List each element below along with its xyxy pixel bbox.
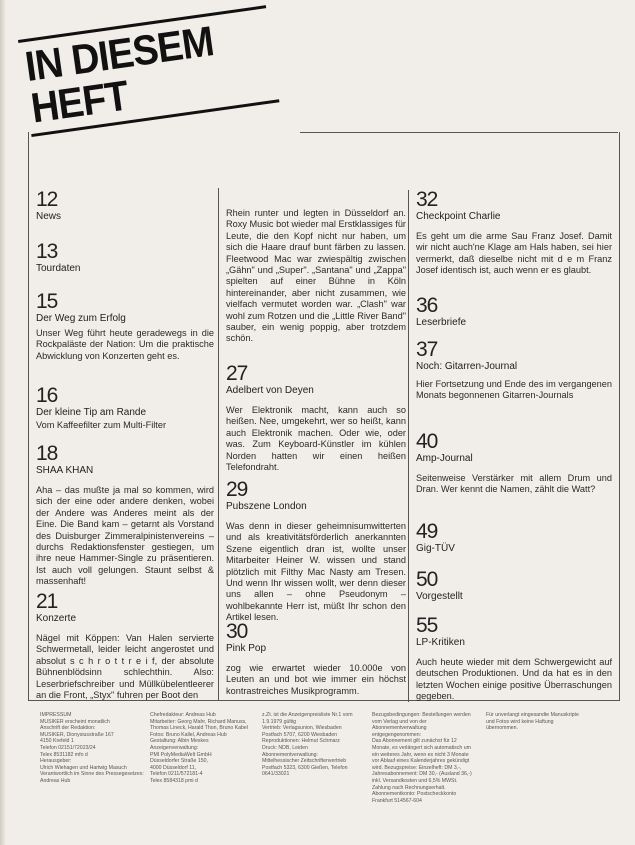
page-number: 55 bbox=[416, 614, 438, 637]
entry-text: Was denn in dieser geheimnisumwitterten und als kreativitätsförderlich anerkannten Szene eigentlich dran ist, wollte unser Mitarbeiter Heiner W. wissen und stand plötzlich mit Filthy Mac Nasty am Tresen. Und wenn Ihr wissen wollt, wer denn dieser uns allen – ohne Pseudonym – wohlbekannte Herr ist, müßt Ihr schon den Artikel lesen. bbox=[226, 521, 406, 623]
entry-text: zog wie erwartet wieder 10.000e von Leuten an und bot wie immer ein höchst kontrastreiches Musikprogramm. bbox=[226, 663, 406, 696]
imprint-text: IMPRESSUM MUSIKER erscheint monatlich Anschrift der Redaktion: MUSIKER, Dionysiusstraße 167 4150 Krefeld 1 Telefon 02151/72023/24 Telex 8531182 mfo d Herausgeber: Ulrich Wiehagen und Hartwig Masuch Verantwortlich im Sinne des Pressegesetzes: Andreas Hub bbox=[40, 712, 144, 784]
entry-text: Hier Fortsetzung und Ende des im vergangenen Monats begonnenen Gitarren-Journals bbox=[416, 379, 612, 401]
contents-entry[interactable] bbox=[416, 522, 612, 555]
page-number: 18 bbox=[36, 442, 58, 465]
page-number: 37 bbox=[416, 338, 438, 361]
column-divider-1 bbox=[218, 188, 219, 700]
contents-entry[interactable] bbox=[36, 242, 214, 275]
imprint-block-2 bbox=[150, 712, 254, 785]
entry-title: Amp-Journal bbox=[416, 453, 473, 464]
contents-entry[interactable] bbox=[36, 386, 214, 431]
entry-title: Checkpoint Charlie bbox=[416, 211, 501, 222]
entry-title: Der kleine Tip am Rande bbox=[36, 407, 147, 418]
page-number: 36 bbox=[416, 294, 438, 317]
page-number: 29 bbox=[226, 478, 248, 501]
imprint-text: Chefredakteur: Andreas Hub Mitarbeiter: Georg Mahr, Richard Manuss, Thomas Lineck, Harald Thon, Bruno Kabel Fotos: Bruno Kallel, Andreas Hub Gestaltung: Albin Meskes Anzeigenverwaltung: PMI PolyMediaWelt GmbH Düsseldorfer Straße 150, 4000 Düsseldorf 11, Telefon 0211/572181-4 Telex 8584318 pmi d bbox=[150, 712, 248, 784]
contents-entry[interactable] bbox=[36, 444, 214, 588]
entry-title: Pink Pop bbox=[226, 643, 267, 654]
entry-title: Leserbriefe bbox=[416, 317, 467, 328]
page-number: 50 bbox=[416, 568, 438, 591]
entry-text: Es geht um die arme Sau Franz Josef. Damit wir nicht auch'ne Klage am Hals haben, sei hier vermerkt, daß dieselbe nicht mit d e m Franz Josef identisch ist, auch wenn er es glaubt. bbox=[416, 231, 612, 276]
page-number: 21 bbox=[36, 590, 58, 613]
contents-entry[interactable] bbox=[36, 592, 214, 701]
entry-text: Seitenweise Verstärker mit allem Drum und Dran. Wer kennt die Namen, zählt die Watt? bbox=[416, 473, 612, 495]
contents-entry[interactable] bbox=[416, 190, 612, 277]
imprint-block-4 bbox=[372, 712, 476, 804]
entry-title: Der Weg zum Erfolg bbox=[36, 313, 126, 324]
page-number: 30 bbox=[226, 620, 248, 643]
entry-text: Vom Kaffeefilter zum Multi-Filter bbox=[36, 420, 167, 430]
contents-entry[interactable] bbox=[226, 364, 406, 473]
entry-title: LP-Kritiken bbox=[416, 637, 465, 648]
entry-text: Wer Elektronik macht, kann auch so heißen. Nee, umgekehrt, wer so heißt, kann auch Elektronik machen. Oder wie, oder was. Zum Keyboard-Künstler im kühlen Norden hatten wir einen heißen Telefondraht. bbox=[226, 405, 406, 473]
contents-entry[interactable] bbox=[416, 340, 612, 402]
imprint-block-5 bbox=[486, 712, 586, 732]
frame-top-rule bbox=[300, 132, 618, 133]
contents-entry[interactable] bbox=[226, 480, 406, 624]
entry-title: SHAA KHAN bbox=[36, 465, 94, 476]
page-number: 27 bbox=[226, 362, 248, 385]
page-number: 16 bbox=[36, 384, 58, 407]
page-number: 13 bbox=[36, 240, 58, 263]
imprint-block-3 bbox=[262, 712, 366, 778]
entry-title: Noch: Gitarren-Journal bbox=[416, 361, 518, 372]
page-number: 15 bbox=[36, 290, 58, 313]
entry-text: Unser Weg führt heute geradewegs in die Rockpaläste der Nation: Um die praktische Abwicklung von Konzerten geht es. bbox=[36, 328, 214, 361]
contents-entry[interactable] bbox=[36, 292, 214, 362]
page-number: 32 bbox=[416, 188, 438, 211]
column-divider-2 bbox=[408, 190, 409, 702]
entry-text: Aha – das mußte ja mal so kommen, wird sich der eine oder andere denken, wobei der Andere was Anderes meint als der Eine. Die Band kam – getarnt als Vorstand des Duisburger Zimmeralpinistenvereins – durchs Redaktionsfenster gestiegen, um ihre neue Hammer-Single zu präsentieren. Ist auch voll gelungen. Staunt selbst & massenhaft! bbox=[36, 485, 214, 587]
contents-entry[interactable] bbox=[416, 616, 612, 703]
contents-entry-continued[interactable] bbox=[226, 208, 406, 345]
contents-entry[interactable] bbox=[416, 432, 612, 496]
page-number: 12 bbox=[36, 188, 58, 211]
entry-title: News bbox=[36, 211, 62, 222]
contents-entry[interactable] bbox=[416, 296, 612, 329]
page-number: 40 bbox=[416, 430, 438, 453]
contents-entry[interactable] bbox=[226, 622, 406, 697]
imprint-text: z.Zt. ist die Anzeigenpreisliste Nr.1 vom 1.9.1979 gültig Vertrieb: Verlagsunion, Wiesbaden Postfach 5707, 6200 Wiesbaden Reproduktionen: Helmut Schmarz Druck: NDB, Leiden Abonnementverwaltung: Mittelhessischer Zeitschriftenvertrieb Postfach 5323, 6300 Gießen, Telefon 0641/33021 bbox=[262, 712, 353, 778]
contents-entry[interactable] bbox=[416, 570, 612, 603]
entry-title: Pubszene London bbox=[226, 501, 307, 512]
page-edge bbox=[0, 0, 6, 845]
entry-title: Vorgestellt bbox=[416, 591, 463, 602]
entry-title: Adelbert von Deyen bbox=[226, 385, 314, 396]
banner-title: IN DIESEM HEFT bbox=[18, 5, 279, 137]
imprint-block-1 bbox=[40, 712, 144, 785]
contents-banner bbox=[18, 2, 296, 132]
entry-text: Auch heute wieder mit dem Schwergewicht auf deutschen Produktionen. Und da hat es in den letzten Wochen einige positive Überraschungen gegeben. bbox=[416, 657, 612, 702]
entry-title: Tourdaten bbox=[36, 263, 81, 274]
entry-title: Gig-TÜV bbox=[416, 543, 455, 554]
entry-text: Nägel mit Köppen: Van Halen servierte Schwermetall, leider leicht angerostet und absolut s c h r o t t r e i f, der absolute Bühnenblödsinn schlechthin. Also: Leserbriefschreiber und Müllkübelentleerer an die Front, „Styx" fuhren per Boot den bbox=[36, 633, 214, 701]
imprint-text: Bezugsbedingungen: Bestellungen werden vom Verlag und von der Abonnementverwaltung entgegengenommen: Das Abonnement gilt zunächst für 12 Monate, es verlängert sich automatisch um ein weiteres Jahr, wenn es nicht 3 Monate vor Ablauf eines Kalenderjahres gekündigt wird. Bezugspreise: Einzelheft: DM 3,-, Jahresabonnement: DM 30,- (Ausland 36,-) inkl. Versandkosten und 6,5% MWSt. Zahlung nach Rechnungserhalt. Abonnementkonto: Postscheckkonto Frankfurt 514567-604 bbox=[372, 712, 472, 804]
page-number: 49 bbox=[416, 520, 438, 543]
imprint-text: Für unverlangt eingesandte Manuskripte und Fotos wird keine Haftung übernommen. bbox=[486, 712, 579, 732]
entry-text: Rhein runter und legten in Düsseldorf an. Roxy Music bot wieder mal Erstklassiges für Leute, die den Kopf nicht nur haben, um sich die Haare drauf bunt färben zu lassen. Fleetwood Mac war zwiespältig zwischen „Gähn" und „Super". „Santana" und „Zappa" spielten auf einer Bühne in Köln hintereinander, aber nicht zusammen, wie vielfach vermutet worden war. „Clash" war wohl zum Rotzen und die „Little River Band" sauber, ein wenig poppig, aber trotzdem schön. bbox=[226, 208, 406, 344]
contents-entry[interactable] bbox=[36, 190, 214, 223]
entry-title: Konzerte bbox=[36, 613, 77, 624]
